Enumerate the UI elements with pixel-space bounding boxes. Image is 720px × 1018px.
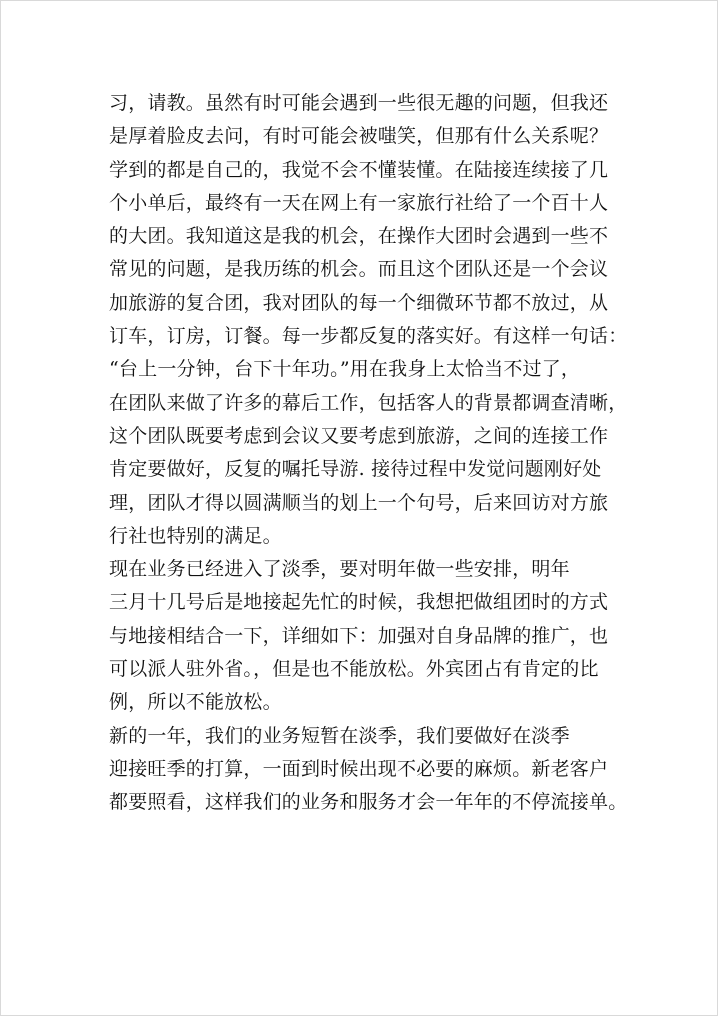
text-line: 是厚着脸皮去问，有时可能会被嗤笑，但那有什么关系呢？	[109, 125, 609, 148]
text-line: 行社也特别的满足。	[109, 524, 282, 547]
text-line: 学到的都是自己的，我觉不会不懂装懂。在陆接连续接了几	[109, 158, 609, 181]
text-line: “台上一分钟，台下十年功。”用在我身上太恰当不过了，	[109, 358, 581, 381]
text-line: 理，团队才得以圆满顺当的划上一个句号，后来回访对方旅	[109, 491, 609, 514]
text-line: 可以派人驻外省。，但是也不能放松。外宾团占有肯定的比	[109, 658, 599, 681]
text-line: 都要照看，这样我们的业务和服务才会一年年的不停流接单。	[109, 791, 628, 814]
text-line: 在团队来做了许多的幕后工作，包括客人的背景都调查清晰，	[109, 391, 628, 414]
text-line: 例，所以不能放松。	[109, 691, 282, 714]
text-line: 迎接旺季的打算，一面到时候出现不必要的麻烦。新老客户	[109, 757, 609, 780]
paragraph-first-line: 新的一年，我们的业务短暂在淡季，我们要做好在淡季	[109, 724, 570, 747]
text-line: 与地接相结合一下，详细如下：加强对自身品牌的推广，也	[109, 624, 609, 647]
text-line: 常见的问题，是我历练的机会。而且这个团队还是一个会议	[109, 258, 609, 281]
text-line: 订车，订房，订餐。每一步都反复的落实好。有这样一句话：	[109, 325, 628, 348]
paragraph-first-line: 现在业务已经进入了淡季，要对明年做一些安排，明年	[109, 558, 570, 581]
text-line: 三月十几号后是地接起先忙的时候，我想把做组团时的方式	[109, 591, 609, 614]
document-body	[109, 87, 629, 820]
text-line: 肯定要做好，反复的嘱托导游. 接待过程中发觉问题刚好处	[109, 458, 602, 481]
text-line: 加旅游的复合团，我对团队的每一个细微环节都不放过，从	[109, 291, 609, 314]
text-line: 的大团。我知道这是我的机会，在操作大团时会遇到一些不	[109, 225, 609, 248]
text-line: 个小单后，最终有一天在网上有一家旅行社给了一个百十人	[109, 191, 609, 214]
text-line: 习，请教。虽然有时可能会遇到一些很无趣的问题，但我还	[109, 92, 609, 114]
text-line: 这个团队既要考虑到会议又要考虑到旅游，之间的连接工作	[109, 424, 609, 447]
